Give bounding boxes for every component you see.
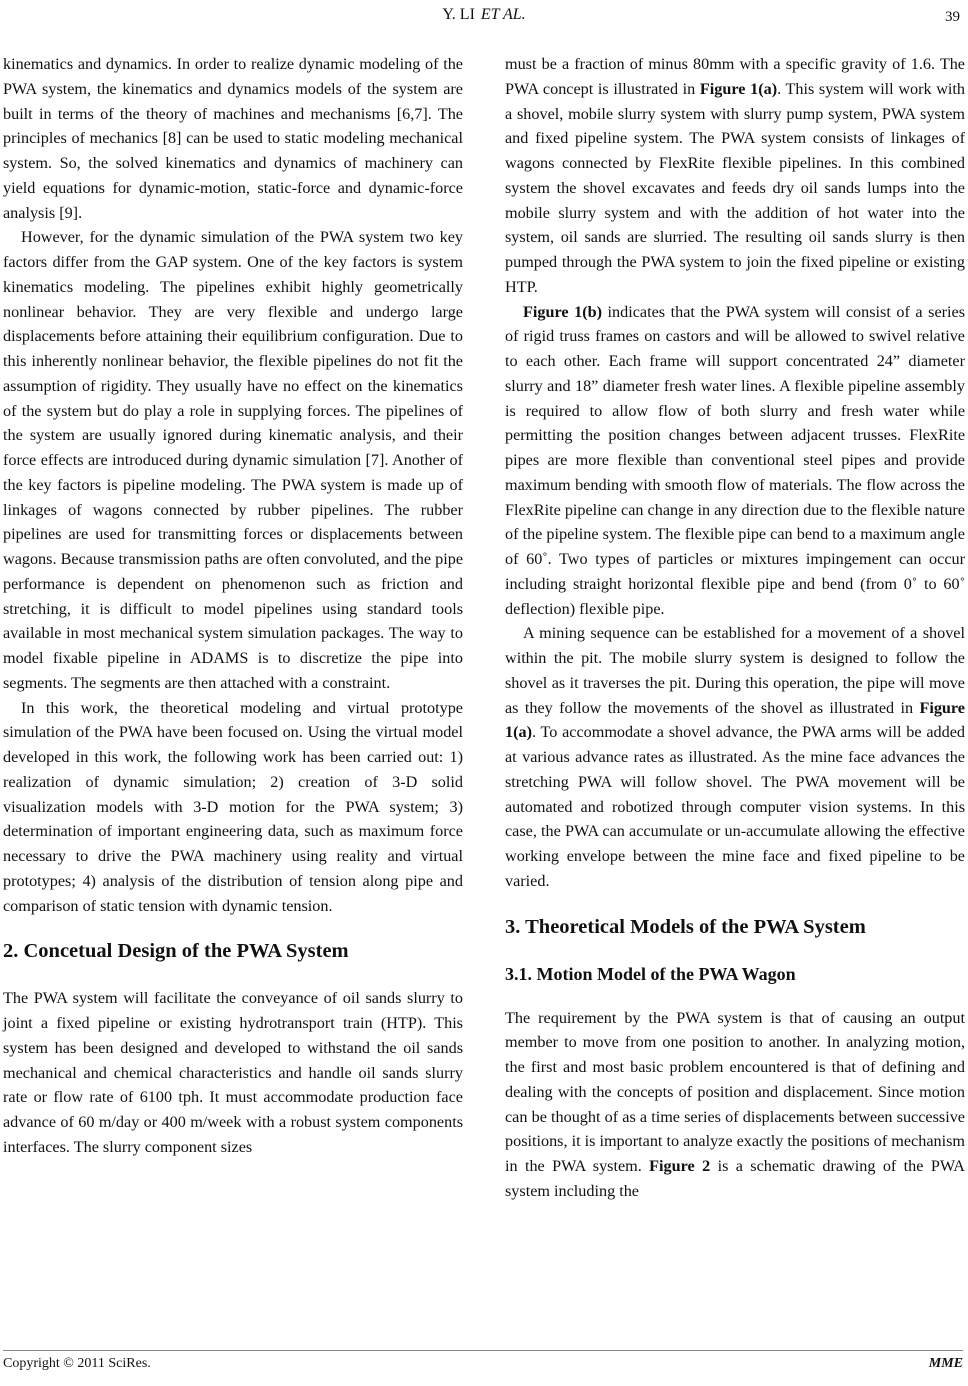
footer-copyright: Copyright © 2011 SciRes. xyxy=(3,1356,151,1371)
right-p3-text-b: . To accommodate a shovel advance, the PWA arms will be added at various advance rates as illustrated. As the mine face advances the stretching PWA will follow shovel. The PWA movement will be automated and robotized through computer vision systems. In this case, the PWA can accumulate or un-accumulate allowing the effective working envelope between the mine face and fixed pipeline to be varied. xyxy=(505,723,965,890)
right-p2-text: indicates that the PWA system will consist of a series of rigid truss frames on castors and will be allowed to swivel relative to each other. Each frame will support concentrated 24” diameter slurry and 18” diameter fresh water lines. A flexible pipeline assembly is required to allow flow of both slurry and fresh water while permitting the position changes between adjacent trusses. FlexRite pipes are more flexible than conventional steel pipes and provide maximum bending with smooth flow of materials. The flow across the FlexRite pipeline can change in any direction due to the flexible nature of the pipeline system. The flexible pipe can bend to a maximum angle of 60˚. Two types of particles or mixtures impingement can occur including straight horizontal flexible pipe and bend (from 0˚ to 60˚ deflection) flexible pipe. xyxy=(505,302,966,618)
right-paragraph-1 xyxy=(505,52,965,300)
figure-1a-reference: Figure 1(a) xyxy=(699,79,778,98)
left-paragraph-4: The PWA system will facilitate the conveyance of oil sands slurry to joint a fixed pipeline or existing hydrotransport train (HTP). This system has been designed and developed to withstand the oil sands mechanical and chemical characteristics and handle oil sands slurry rate or flow rate of 6100 tph. It must accommodate production face advance of 60 m/day or 400 m/week with a robust system components interfaces. The slurry component sizes xyxy=(3,989,463,1156)
running-head-etal: ET AL. xyxy=(480,6,526,23)
figure-1b-reference: Figure 1(b) xyxy=(523,302,602,321)
left-paragraph-3: In this work, the theoretical modeling and virtual prototype simulation of the PWA have been focused on. Using the virtual model developed in this work, the following work has been carried out: 1) realization of dynamic simulation; 2) creation of 3-D solid visualization models with 3-D motion for the PWA system; 3) determination of important engineering data, such as maximum force necessary to drive the PWA machinery using reality and virtual prototypes; 4) analysis of the distribution of tension along pipe and comparison of static tension with dynamic tension. xyxy=(3,698,463,915)
right-paragraph-2 xyxy=(505,300,965,622)
right-paragraph-4 xyxy=(505,1006,965,1204)
right-column xyxy=(505,52,965,1204)
figure-2-reference: Figure 2 xyxy=(649,1157,711,1175)
running-head-author: Y. LI xyxy=(442,6,475,23)
section-3-1-heading: 3.1. Motion Model of the PWA Wagon xyxy=(505,963,796,984)
running-head xyxy=(0,6,968,24)
right-p1-text-b: . This system will work with a shovel, mobile slurry system with slurry pump system, PWA system and fixed pipeline system. The PWA system consists of linkages of wagons connected by FlexRite flexible pipelines. In this combined system the shovel excavates and feeds dry oil sands lumps into the mobile slurry system and with the addition of hot water into the system, oil sands are slurried. The resulting oil sands slurry is then pumped through the PWA system to join the fixed pipeline or existing HTP. xyxy=(505,79,965,296)
left-paragraph-1: kinematics and dynamics. In order to realize dynamic modeling of the PWA system, the kinematics and dynamics models of the system are built in terms of the theory of machines and mechanisms [6,7]. The principles of mechanics [8] can be used to static modeling mechanical system. So, the solved kinematics and dynamics of machinery can yield equations for dynamic-motion, static-force and dynamic-force analysis [9]. xyxy=(3,55,463,222)
footer-rule xyxy=(3,1350,963,1351)
footer-journal: MME xyxy=(928,1356,963,1371)
right-p1-text-a: must be a fraction of minus 80mm with a specific gravity of 1.6. The PWA concept is illustrated in xyxy=(505,55,965,98)
right-paragraph-3 xyxy=(505,621,965,893)
figure-1a-reference-2: Figure 1(a) xyxy=(505,698,965,742)
page-number: 39 xyxy=(945,9,960,25)
right-p3-text-a: A mining sequence can be established for a movement of a shovel within the pit. The mobile slurry system is designed to follow the shovel as it traverses the pit. During this operation, the pipe will move as they follow the movements of the shovel as illustrated in xyxy=(505,624,965,717)
section-3-heading: 3. Theoretical Models of the PWA System xyxy=(505,915,866,938)
right-p4-text-b: is a schematic drawing of the PWA system including the xyxy=(505,1157,965,1200)
right-p4-text-a: The requirement by the PWA system is that of causing an output member to move from one position to another. In analyzing motion, the first and most basic problem encountered is that of defining and dealing with the concepts of position and displacement. Since motion can be thought of as a time series of displacements between successive positions, it is important to analyze exactly the positions of mechanism in the PWA system. xyxy=(505,1008,965,1175)
page-header xyxy=(0,6,968,30)
section-2-heading: 2. Concetual Design of the PWA System xyxy=(3,940,349,963)
left-paragraph-2: However, for the dynamic simulation of the PWA system two key factors differ from the GAP system. One of the key factors is system kinematics modeling. The pipelines exhibit highly geometrically nonlinear behavior. They are very flexible and undergo large displacements before attaining their equilibrium configuration. Due to this inherently nonlinear behavior, the flexible pipelines do not fit the assumption of rigidity. They usually have no effect on the kinematics of the system but do play a role in supplying forces. The pipelines of the system are usually ignored during kinematic analysis, and their force effects are introduced during dynamic simulation [7]. Another of the key factors is pipeline modeling. The PWA system is made up of linkages of wagons connected by rubber pipelines. The rubber pipelines are used for transmitting forces or displacements between wagons. Because transmission paths are often convoluted, and the pipe performance is dependent on phenomenon such as friction and stretching, it is difficult to model pipelines using standard tools available in most mechanical system simulation packages. The way to model fixable pipeline in ADAMS is to discretize the pipe into segments. The segments are then attached with a constraint. xyxy=(3,228,463,692)
left-column xyxy=(3,52,463,1160)
